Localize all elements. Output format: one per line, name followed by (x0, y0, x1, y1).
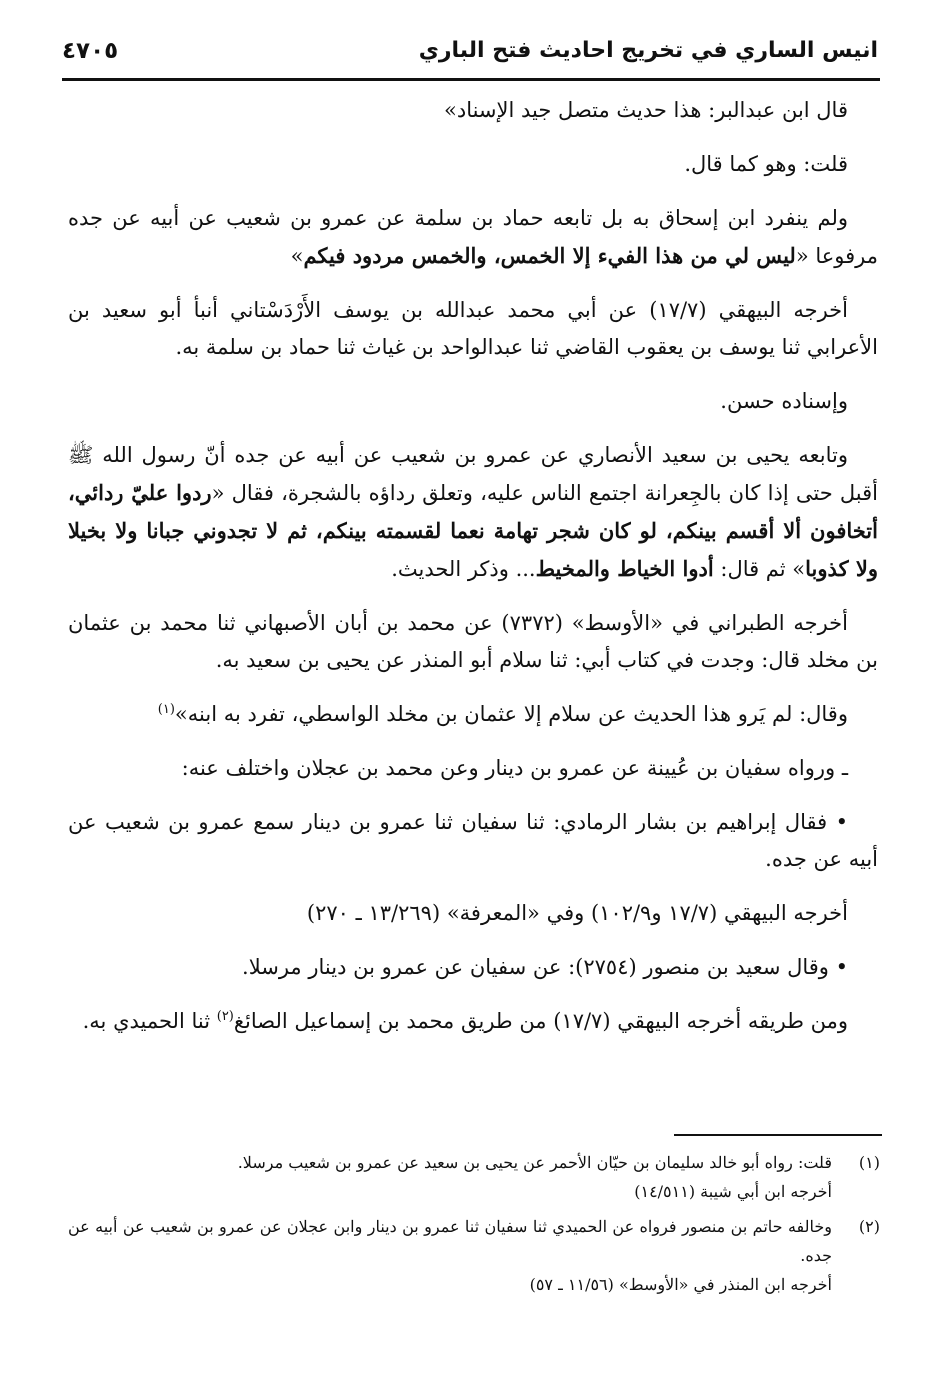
paragraph-3-text: ولم ينفرد ابن إسحاق به بل تابعه حماد بن سلمة عن عمرو بن شعيب عن أبيه عن جده مرفوعا « (68, 206, 878, 268)
paragraph-1: قال ابن عبدالبر: هذا حديث متصل جيد الإسناد» (444, 98, 848, 122)
footnote-number: (٢) (858, 1217, 880, 1236)
hadith-quote-1: ليس لي من هذا الفيء إلا الخمس، والخمس مردود فيكم (303, 243, 796, 268)
header-rule (62, 78, 880, 81)
footnote-2 (68, 1212, 880, 1299)
footnotes (68, 1148, 880, 1305)
quote-close: » (290, 244, 304, 268)
paragraph-13 (68, 1003, 878, 1040)
footnote-line: وخالفه حاتم بن منصور فرواه عن الحميدي ثنا سفيان ثنا عمرو بن دينار وابن عجلان عن عمرو بن شعيب عن أبيه عن جده. (68, 1217, 832, 1265)
paragraph-6-text-c: ... وذكر الحديث. (391, 557, 536, 581)
page-number: ٤٧٠٥ (62, 38, 119, 64)
footnote-ref-1[interactable]: (١) (157, 702, 175, 717)
footnote-1 (68, 1148, 880, 1206)
footnote-line: أخرجه ابن المنذر في «الأوسط» (١١/٥٦ ـ ٥٧) (529, 1275, 832, 1294)
paragraph-13-text-b: ثنا الحميدي به. (82, 1009, 217, 1033)
running-header (62, 34, 878, 74)
paragraph-6 (68, 437, 878, 588)
paragraph-9: ـ ورواه سفيان بن عُيينة عن عمرو بن دينار وعن محمد بن عجلان واختلف عنه: (181, 756, 848, 780)
paragraph-8-text: وقال: لم يَرو هذا الحديث عن سلام إلا عثمان بن مخلد الواسطي، تفرد به ابنه» (174, 702, 848, 726)
hadith-quote-2: ردوا عليّ ردائي، أتخافون ألا أقسم بينكم، لو كان شجر تهامة نعما لقسمته بينكم، ثم لا تجدوني جبانا ولا بخيلا ولا كذوبا (68, 480, 878, 581)
header-title: انيس الساري في تخريج احاديث فتح الباري (418, 38, 878, 63)
paragraph-6-text-b: » ثم قال: (713, 557, 806, 581)
footnote-separator (674, 1134, 882, 1136)
footnote-line: أخرجه ابن أبي شيبة (١٤/٥١١) (634, 1182, 832, 1201)
paragraph-4: أخرجه البيهقي (١٧/٧) عن أبي محمد عبدالله بن يوسف الأَرْدَسْتاني أنبأ أبو سعيد بن الأعرابي ثنا يوسف بن يعقوب القاضي ثنا عبدالواحد بن غياث ثنا حماد بن سلمة به. (68, 298, 878, 359)
footnote-number: (١) (858, 1153, 880, 1172)
paragraph-13-text-a: ومن طريقه أخرجه البيهقي (١٧/٧) من طريق محمد بن إسماعيل الصائغ (233, 1009, 848, 1033)
paragraph-10: • فقال إبراهيم بن بشار الرمادي: ثنا سفيان ثنا عمرو بن دينار سمع عمرو بن شعيب عن أبيه عن جده. (68, 810, 878, 871)
paragraph-2: قلت: وهو كما قال. (684, 152, 848, 176)
paragraph-12: • وقال سعيد بن منصور (٢٧٥٤): عن سفيان عن عمرو بن دينار مرسلا. (242, 955, 848, 979)
paragraph-7: أخرجه الطبراني في «الأوسط» (٧٣٧٢) عن محمد بن أبان الأصبهاني ثنا محمد بن عثمان بن مخلد قال: وجدت في كتاب أبي: ثنا سلام أبو المنذر عن يحيى بن سعيد به. (68, 611, 878, 672)
hadith-quote-3: أدوا الخياط والمخيط (535, 556, 714, 581)
paragraph-8 (68, 696, 878, 733)
paragraph-3 (68, 200, 878, 275)
paragraph-5: وإسناده حسن. (720, 389, 848, 413)
footnote-ref-2[interactable]: (٢) (216, 1009, 234, 1024)
paragraph-6-text-a: وتابعه يحيى بن سعيد الأنصاري عن عمرو بن شعيب عن أبيه عن جده أنّ رسول الله ﷺ أقبل حتى إذا كان بالجِعرانة اجتمع الناس عليه، وتعلق رداؤه بالشجرة، فقال « (68, 443, 878, 505)
paragraph-11: أخرجه البيهقي (١٧/٧ و١٠٢/٩) وفي «المعرفة» (١٣/٢٦٩ ـ ٢٧٠) (306, 901, 848, 925)
main-text (68, 92, 878, 1057)
footnote-line: قلت: رواه أبو خالد سليمان بن حيّان الأحمر عن يحيى بن سعيد عن عمرو بن شعيب مرسلا. (237, 1153, 832, 1172)
